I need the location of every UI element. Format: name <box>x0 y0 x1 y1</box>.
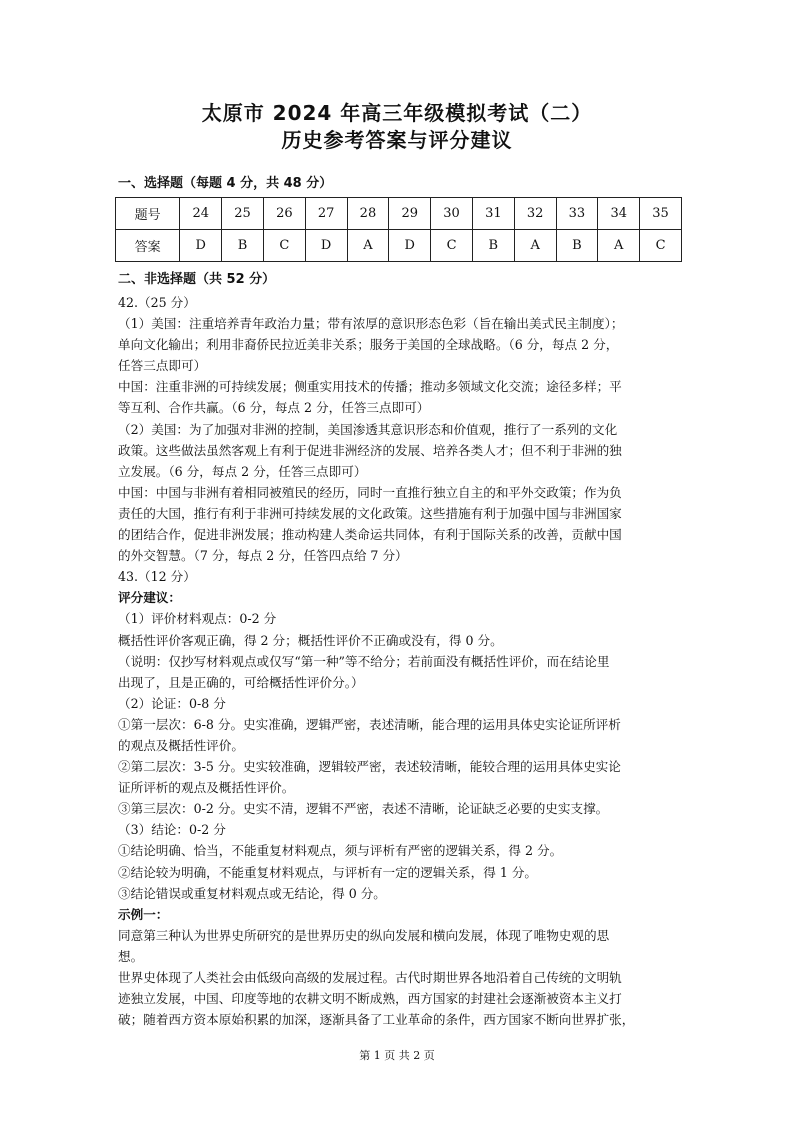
text-line: ②第二层次：3-5 分。史实较准确，逻辑较严密，表述较清晰，能较合理的运用具体史实论 <box>118 759 621 775</box>
row-label: 答案 <box>116 230 180 262</box>
question-number-cell: 30 <box>431 198 473 230</box>
text-line: 破；随着西方资本原始积累的加深，逐渐具备了工业革命的条件，西方国家不断向世界扩张， <box>118 1012 635 1028</box>
text-line: 的观点及概括性评价。 <box>118 737 244 753</box>
text-line: 评分建议： <box>118 590 181 606</box>
question-number-cell: 27 <box>305 198 347 230</box>
question-number-cell: 29 <box>389 198 431 230</box>
answer-cell: B <box>556 230 598 262</box>
question-number-cell: 28 <box>347 198 389 230</box>
row-label: 题号 <box>116 198 180 230</box>
text-line: 迹独立发展，中国、印度等地的农耕文明不断成熟，西方国家的封建社会逐渐被资本主义打 <box>118 991 622 1007</box>
answer-row <box>116 230 682 262</box>
text-line: 等互利、合作共赢。（6 分，每点 2 分，任答三点即可） <box>118 400 430 416</box>
text-line: ②结论较为明确，不能重复材料观点，与评析有一定的逻辑关系，得 1 分。 <box>118 864 538 880</box>
answer-body <box>118 292 678 1030</box>
text-line: 42.（25 分） <box>118 295 196 310</box>
answer-cell: D <box>180 230 222 262</box>
question-number-cell: 26 <box>263 198 305 230</box>
answer-cell: C <box>640 230 682 262</box>
question-number-cell: 34 <box>598 198 640 230</box>
text-line: ③结论错误或重复材料观点或无结论，得 0 分。 <box>118 885 386 901</box>
answer-cell: B <box>222 230 264 262</box>
text-line: ①第一层次：6-8 分。史实准确，逻辑严密，表述清晰，能合理的运用具体史实论证所评析 <box>118 716 621 732</box>
question-number-cell: 33 <box>556 198 598 230</box>
text-line: （1）评价材料观点：0-2 分 <box>118 611 277 627</box>
answer-table <box>115 197 682 262</box>
text-line: 出现了，且是正确的，可给概括性评价分。） <box>118 674 364 690</box>
text-line: 责任的大国，推行有利于非洲可持续发展的文化政策。这些措施有利于加强中国与非洲国家 <box>118 505 622 521</box>
answer-cell: D <box>389 230 431 262</box>
text-line: （说明：仅抄写材料观点或仅写“第一种”等不给分；若前面没有概括性评价，而在结论里 <box>118 653 610 669</box>
question-number-cell: 24 <box>180 198 222 230</box>
text-line: （2）美国：为了加强对非洲的控制，美国渗透其意识形态和价值观，推行了一系列的文化 <box>118 421 618 437</box>
text-line: 概括性评价客观正确，得 2 分；概括性评价不正确或没有，得 0 分。 <box>118 632 503 648</box>
text-line: 中国：注重非洲的可持续发展；侧重实用技术的传播；推动多领域文化交流；途径多样；平 <box>118 379 622 395</box>
text-line: 43.（12 分） <box>118 569 196 585</box>
exam-title: 太原市 2024 年高三年级模拟考试（二） <box>201 101 593 125</box>
text-line: 政策。这些做法虽然客观上有利于促进非洲经济的发展、培养各类人才；但不利于非洲的独 <box>118 442 622 458</box>
text-line: 任答三点即可） <box>118 358 207 374</box>
text-line: （2）论证：0-8 分 <box>118 695 226 711</box>
answer-cell: A <box>598 230 640 262</box>
text-line: （1）美国：注重培养青年政治力量；带有浓厚的意识形态色彩（旨在输出美式民主制度）； <box>118 316 624 332</box>
text-line: 立发展。（6 分，每点 2 分，任答三点即可） <box>118 463 367 479</box>
text-line: 示例一： <box>118 906 169 922</box>
answer-cell: A <box>514 230 556 262</box>
answer-cell: A <box>347 230 389 262</box>
question-number-cell: 35 <box>640 198 682 230</box>
question-number-cell: 31 <box>472 198 514 230</box>
document-subtitle: 历史参考答案与评分建议 <box>281 128 513 152</box>
text-line: 想。 <box>118 948 144 964</box>
text-line: 单向文化输出；利用非裔侨民拉近美非关系；服务于美国的全球战略。（6 分，每点 2 分， <box>118 337 619 353</box>
text-line: 证所评析的观点及概括性评价。 <box>118 780 295 796</box>
text-line: 中国：中国与非洲有着相同被殖民的经历，同时一直推行独立自主的和平外交政策；作为负 <box>118 484 622 500</box>
text-line: （3）结论：0-2 分 <box>118 822 226 838</box>
section-nonchoice-heading: 二、非选择题（共 52 分） <box>118 272 276 287</box>
text-line: 的团结合作，促进非洲发展；推动构建人类命运共同体，有利于国际关系的改善，贡献中国 <box>118 527 622 543</box>
answer-cell: D <box>305 230 347 262</box>
question-number-cell: 32 <box>514 198 556 230</box>
text-line: ③第三层次：0-2 分。史实不清，逻辑不严密，表述不清晰，论证缺乏必要的史实支撑。 <box>118 801 609 817</box>
page-footer: 第 1 页 共 2 页 <box>359 1049 435 1062</box>
question-number-cell: 25 <box>222 198 264 230</box>
section-choice-heading: 一、选择题（每题 4 分，共 48 分） <box>118 176 333 191</box>
answer-cell: C <box>431 230 473 262</box>
question-number-row <box>116 198 682 230</box>
text-line: 世界史体现了人类社会由低级向高级的发展过程。古代时期世界各地沿着自己传统的文明轨 <box>118 970 622 985</box>
answer-cell: C <box>263 230 305 262</box>
text-line: 同意第三种认为世界史所研究的是世界历史的纵向发展和横向发展，体现了唯物史观的思 <box>118 927 610 943</box>
answer-cell: B <box>472 230 514 262</box>
text-line: 的外交智慧。（7 分，每点 2 分，任答四点给 7 分） <box>118 548 408 564</box>
text-line: ①结论明确、恰当，不能重复材料观点，须与评析有严密的逻辑关系，得 2 分。 <box>118 843 563 859</box>
